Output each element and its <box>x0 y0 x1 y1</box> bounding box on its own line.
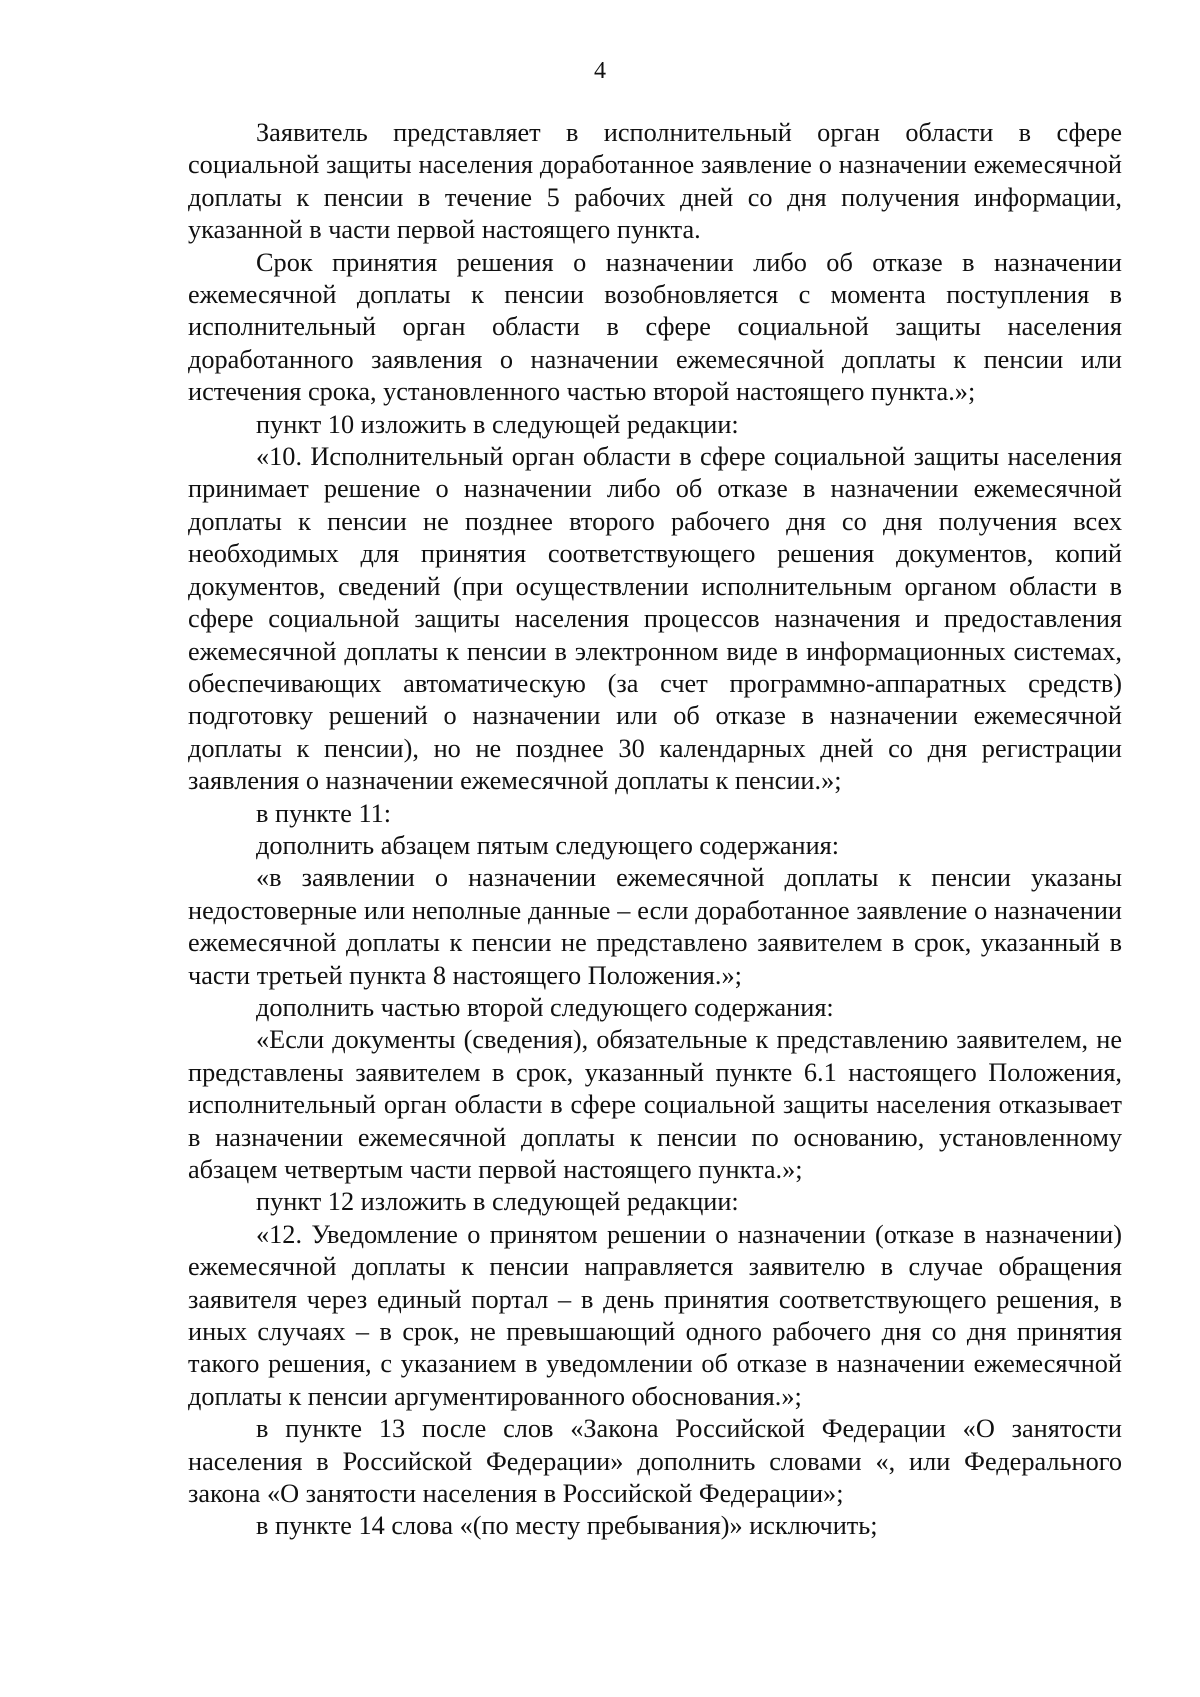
paragraph-item-10-text: «10. Исполнительный орган области в сфере социальной защиты населения принимает решение о назначении либо об отказе в назначении ежемесячной доплаты к пенсии не позднее второго рабочего дня со дня получения всех необходимых для принятия соответствующего решения документов, копий документов, сведений (при осуществлении исполнительным органом области в сфере социальной защиты населения процессов назначения и предоставления ежемесячной доплаты к пенсии в электронном виде в информационных системах, обеспечивающих автоматическую (за счет программно-аппаратных средств) подготовку решений о назначении или об отказе в назначении ежемесячной доплаты к пенсии), но не позднее 30 календарных дней со дня регистрации заявления о назначении ежемесячной доплаты к пенсии.»; <box>188 442 1122 796</box>
paragraph-item-11-intro: в пункте 11: <box>256 798 392 828</box>
paragraph-item-12-intro: пункт 12 изложить в следующей редакции: <box>256 1187 739 1217</box>
paragraph-item-10-intro: пункт 10 изложить в следующей редакции: <box>256 409 739 439</box>
paragraph-fifth-indent-text: «в заявлении о назначении ежемесячной доплаты к пенсии указаны недостоверные или неполные данные – если доработанное заявление о назначении ежемесячной доплаты к пенсии не представлено заявителем в срок, указанный в части третьей пункта 8 настоящего Положения.»; <box>188 863 1122 990</box>
page-number: 4 <box>594 58 606 84</box>
paragraph-second-part-text: «Если документы (сведения), обязательные к представлению заявителем, не представлены заявителем в срок, указанный пункте 6.1 настоящего Положения, исполнительный орган области в сфере социальной защиты населения отказывает в назначении ежемесячной доплаты к пенсии по основанию, установленному абзацем четвертым части первой настоящего пункта.»; <box>188 1025 1122 1184</box>
paragraph-item-13-amendment: в пункте 13 после слов «Закона Российской Федерации «О занятости населения в Российской Федерации» дополнить словами «, или Федерального закона «О занятости населения в Российской Федерации»; <box>188 1414 1122 1509</box>
paragraph-item-14-amendment: в пункте 14 слова «(по месту пребывания)» исключить; <box>256 1511 878 1541</box>
paragraph-applicant-submission: Заявитель представляет в исполнительный орган области в сфере социальной защиты населения доработанное заявление о назначении ежемесячной доплаты к пенсии в течение 5 рабочих дней со дня получения информации, указанной в части первой настоящего пункта. <box>188 118 1122 245</box>
paragraph-add-fifth-indent: дополнить абзацем пятым следующего содержания: <box>256 830 840 860</box>
paragraph-decision-term-resumption: Срок принятия решения о назначении либо об отказе в назначении ежемесячной доплаты к пенсии возобновляется с момента поступления в исполнительный орган области в сфере социальной защиты населения доработанного заявления о назначении ежемесячной доплаты к пенсии или истечения срока, установленного частью второй настоящего пункта.»; <box>188 247 1122 407</box>
document-body <box>188 117 1122 1543</box>
paragraph-add-second-part: дополнить частью второй следующего содержания: <box>256 992 834 1022</box>
paragraph-item-12-text: «12. Уведомление о принятом решении о назначении (отказе в назначении) ежемесячной доплаты к пенсии направляется заявителю в случае обращения заявителя через единый портал – в день принятия соответствующего решения, в иных случаях – в срок, не превышающий одного рабочего дня со дня принятия такого решения, с указанием в уведомлении об отказе в назначении ежемесячной доплаты к пенсии аргументированного обоснования.»; <box>188 1219 1122 1411</box>
